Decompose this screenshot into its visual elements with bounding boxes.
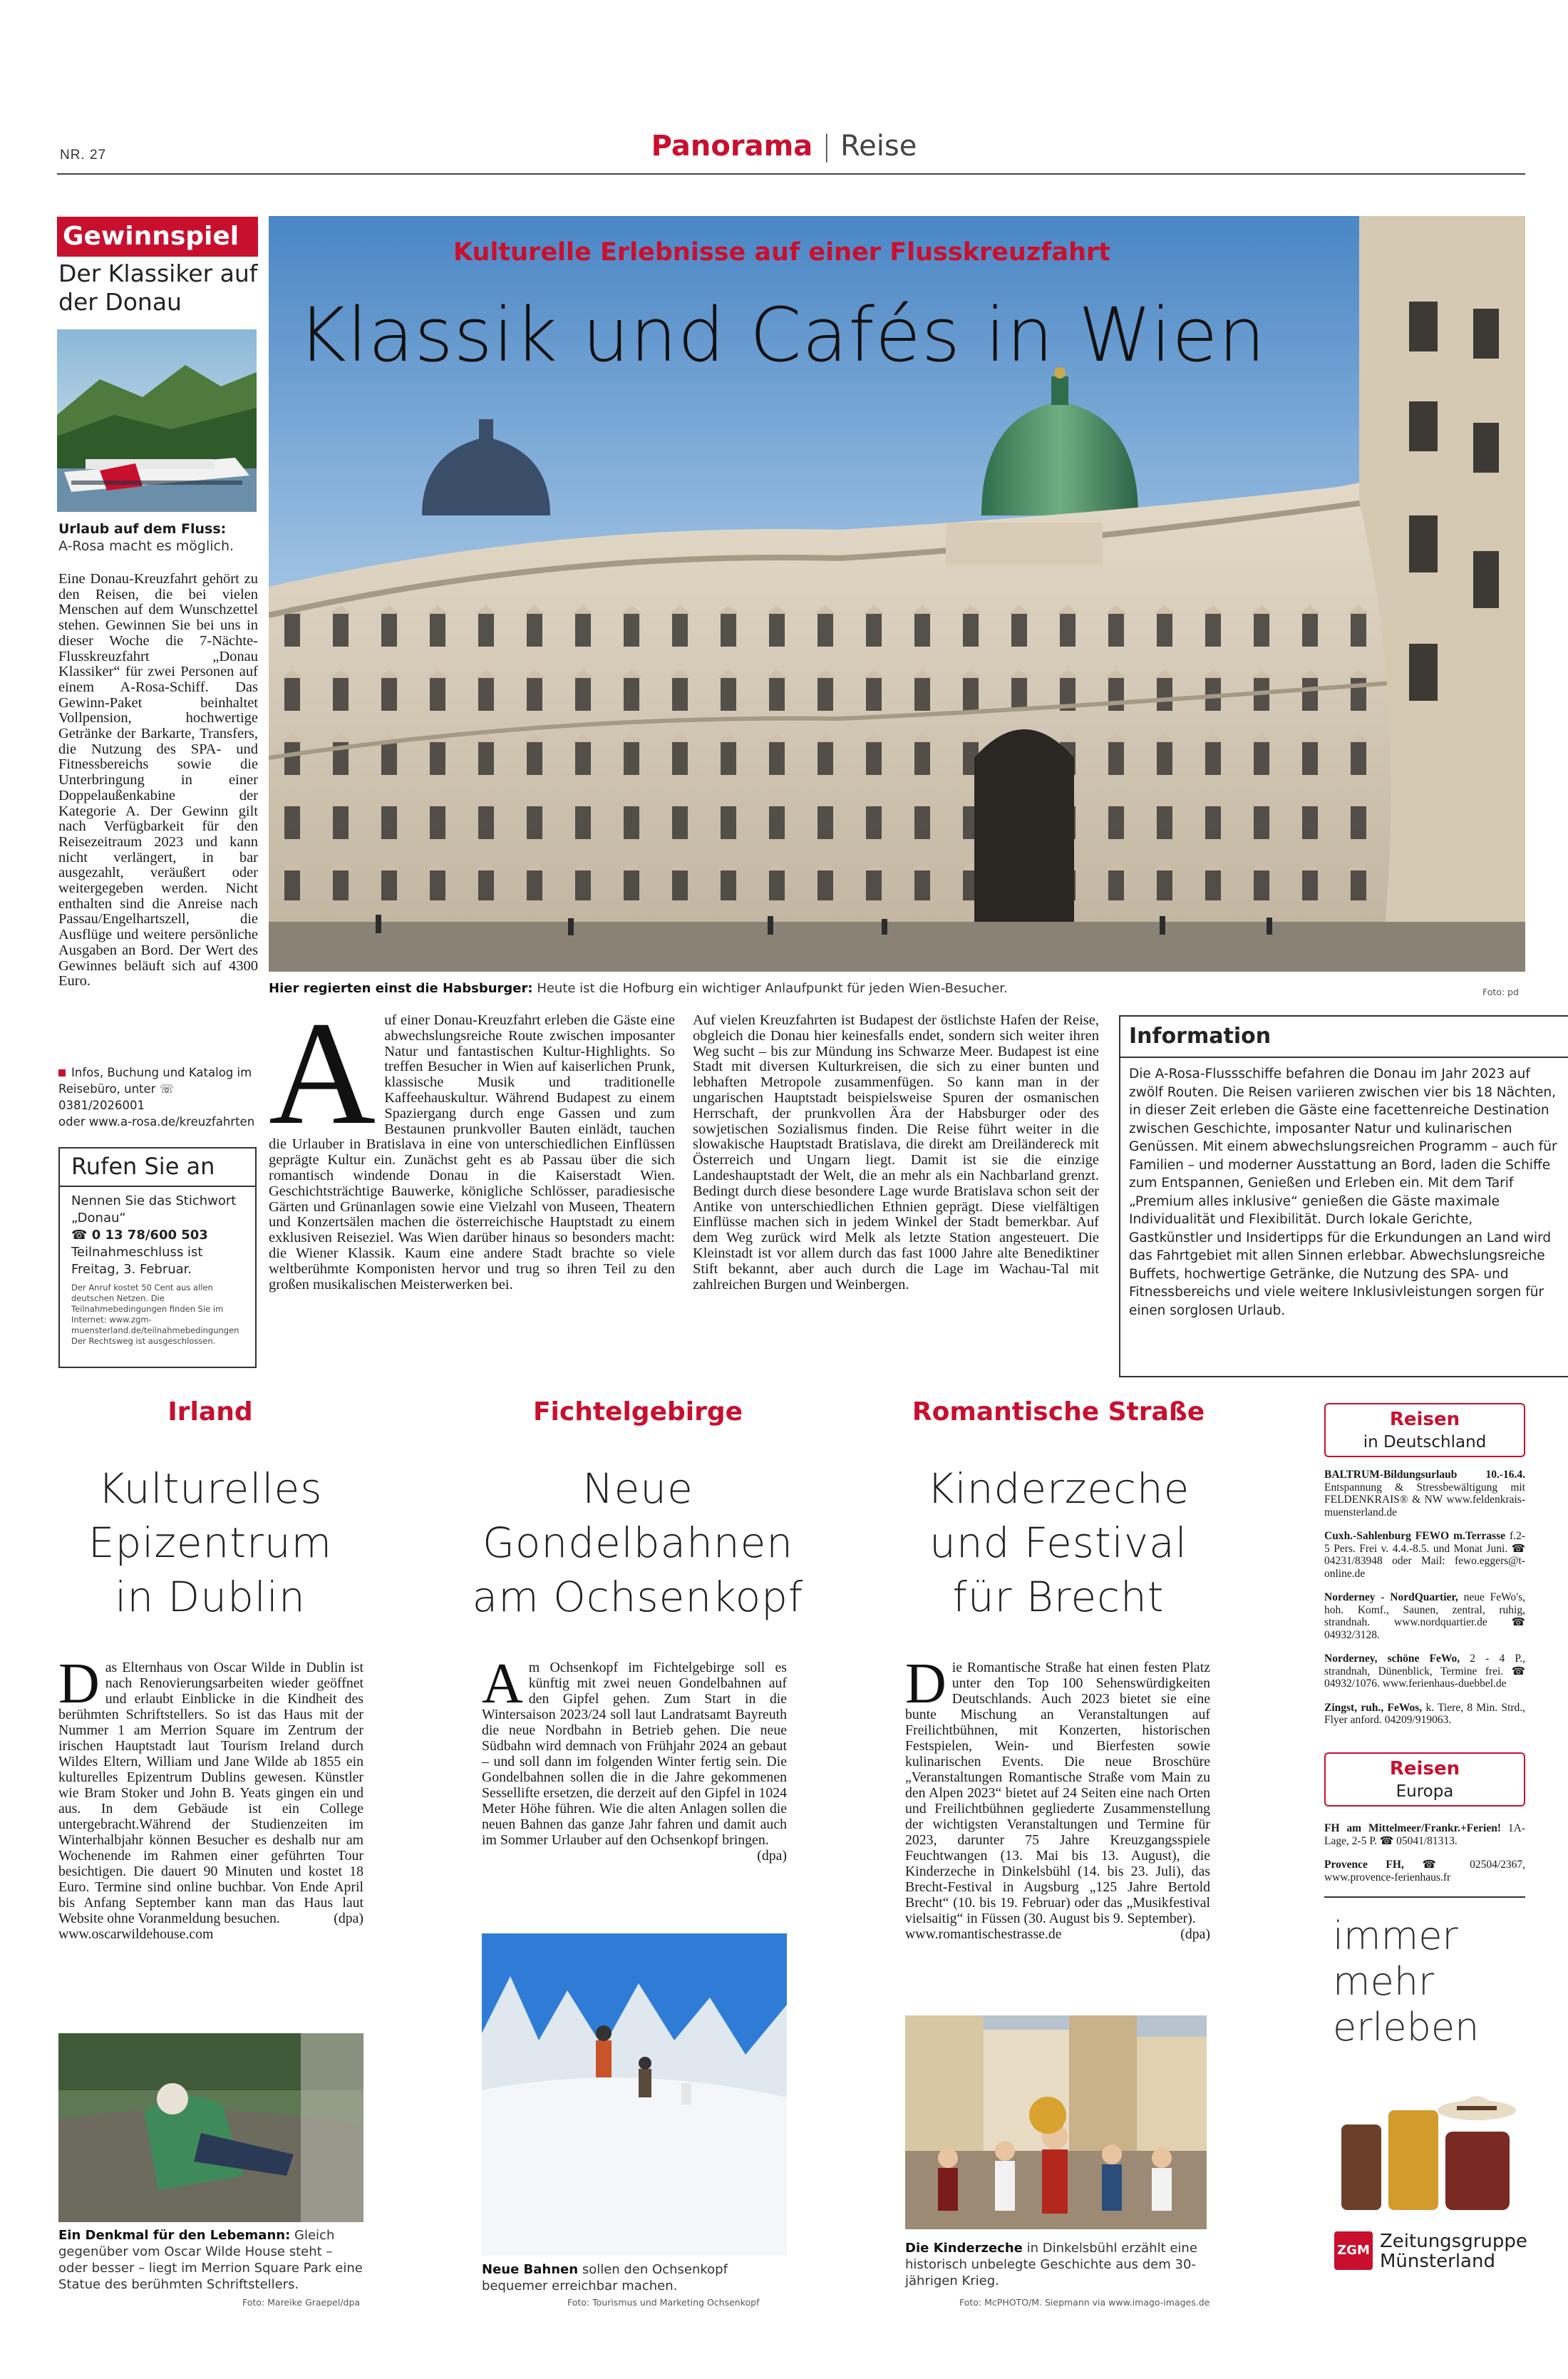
body-romantisch [905, 1653, 1210, 1942]
url-romantisch: www.romantischestrasse.de [905, 1926, 1062, 1942]
rubric-romantisch: Romantische Straße [912, 1397, 1205, 1427]
call-box [58, 1147, 257, 1368]
classified-ad: FH am Mittelmeer/Frankr.+Ferien! 1A-Lage, 2-5 P. ☎ 05041/81313. [1324, 1822, 1526, 1847]
contest-info-phone: 0381/2026001 [58, 1099, 145, 1112]
promo-line1: immer [1333, 1913, 1458, 1958]
call-content [71, 1193, 249, 1347]
contest-title: Der Klassiker auf der Donau [58, 260, 258, 316]
classified-ad: Zingst, ruh., FeWos, k. Tiere, 8 Min. Strd., Flyer anford. 04209/919063. [1324, 1701, 1525, 1726]
main-col2: Auf vielen Kreuzfahrten ist Budapest der östlichste Hafen der Reise, obgleich die Donau hier keinesfalls endet, sondern sich weiter ihren Weg sucht – bis zur Mündung ins Schwarze Meer. Budapest ist eine Stadt mit diversen Kulturkreisen, die sich zu einer bunten und lebhaften Metropole zusammenfügen. So kann man in der ungarischen Hauptstadt beispielsweise Spuren der osmanischen Herrschaft, der prunkvollen Ära der Habsburger oder des sowjetischen Sozialismus finden. Die Reise führt weiter in die slowakische Hauptstadt Bratislava, die direkt am Dreiländereck mit Österreich und Ungarn liegt. Damit ist sie die einzige Landeshauptstadt der Welt, die an mehr als ein Nachbarland grenzt. Bedingt durch diese besondere Lage wurde Bratislava schon seit der Antike von unterschiedlichen Ethnien geprägt. Diese vielfältigen Einflüsse machen sich in jedem Winkel der Stadt bemerkbar. Auf dem Weg zurück wird Melk als letzte Station angesteuert. Die Kleinstadt ist vor allem durch das fast 1000 Jahre alte Benediktiner Stift bekannt, aber auch durch die Lage im Wachau-Tal mit zahlreichen Burgen und Weinbergen. [693, 1012, 1099, 1293]
classified-ad: BALTRUM-Bildungsurlaub 10.-16.4. Entspannung & Stressbewältigung mit FELDENKRAIS® & NW www.feldenkrais-muensterland.de [1324, 1469, 1525, 1519]
contest-caption-bold: Urlaub auf dem Fluss: [58, 521, 227, 537]
classified-ad: Norderney, schöne FeWo, 2 - 4 P., strandnah, Dünenblick, Termine frei. ☎ 04932/1076. www.ferienhaus-duebbel.de [1324, 1653, 1525, 1690]
section-divider: | [821, 130, 841, 163]
suitcase-illustration [1334, 2082, 1520, 2224]
url-irland: www.oscarwildehouse.com [58, 1926, 214, 1942]
caption-fichtel [482, 2261, 787, 2294]
ski-illustration [482, 1933, 787, 2256]
call-title-rule [60, 1186, 255, 1187]
classified-list-germany [1324, 1469, 1525, 1738]
suitcase-icon [1334, 2082, 1520, 2224]
hero-caption-bold: Hier regierten einst die Habsburger: [269, 981, 533, 996]
body-fichtel [482, 1653, 787, 1864]
hero-title: Klassik und Cafés in Wien [297, 292, 1267, 379]
classified-germany-sub: in Deutschland [1363, 1433, 1487, 1451]
classified-germany-title: Reisen [1389, 1409, 1460, 1430]
classified-header-europe [1324, 1752, 1525, 1807]
hero-kicker: Kulturelle Erlebnisse auf einer Flusskreuzfahrt [453, 238, 1111, 267]
caption-fichtel-text: sollen den Ochsenkopf bequemer erreichbar machen. [482, 2262, 728, 2293]
call-text2: Teilnahmeschluss ist Freitag, 3. Februar. [71, 1245, 203, 1277]
photo-irland [58, 2033, 363, 2222]
classified-rule [1324, 1896, 1525, 1898]
rubric-fichtel: Fichtelgebirge [532, 1397, 743, 1427]
contest-info-line2: oder www.a-rosa.de/kreuzfahrten [58, 1115, 255, 1129]
phone-icon: ☎ [71, 1228, 92, 1243]
caption-romantisch-text: in Dinkelsbühl erzählt eine historisch unbelegte Geschichte aus dem 30-jährigen Krieg. [905, 2241, 1197, 2288]
main-col1-text: uf einer Donau-Kreuzfahrt erleben die Gäste eine abwechslungsreiche Route zwischen imposanter Natur und fantastischen Kultur-Highlights. So treffen Besucher in Wien auf kaiserlichen Prunk, klassische Musik und traditionelle Kaffeehauskultur. Während Budapest zu einem Spaziergang durch enge Gassen und zum Bestaunen prunkvoller Bauten einlädt, tauchen die Urlauber in Bratislava in eine von unterschiedlichen Einflüssen geprägte Kultur ein. Zunächst geht es ab Passau über die sich romantisch windende Donau in die Kaiserstadt Wien. Geschichtsträchtige Bauwerke, königliche Schlösser, paradiesische Gärten und Grünanlagen sowie eine Vielzahl von Museen, Theatern und Konzertsälen machen die österreichische Hauptstadt zu einem exklusiven Reiseziel. Was Wien darüber hinaus so besonders macht: die Wiener Klassik. Kaum eine andere Stadt brachte so viele weltberühmte Komponisten hervor und trug so ihren Teil zu den großen musikalischen Meisterwerken bei. [269, 1012, 675, 1293]
contest-body: Eine Donau-Kreuzfahrt gehört zu den Reisen, die bei vielen Menschen auf dem Wunschzettel stehen. Gewinnen Sie bei uns in dieser Woche die 7-Nächte-Flusskreuzfahrt „Donau Klassiker“ für zwei Personen auf einem A-Rosa-Schiff. Das Gewinn-Paket beinhaltet Vollpension, hochwertige Getränke der Barkarte, Transfers, die Nutzung des SPA- und Fitnessbereichs sowie die Unterbringung in einer Doppelaußenkabine der Kategorie A. Der Gewinn gilt nach Verfügbarkeit für den Reisezeitraum 2023 und kann nicht verlängert, in bar ausgezahlt, veräußert oder weitergegeben werden. Nicht enthalten sind die Anreise nach Passau/Engelhartszell, die Ausflüge und weitere persönliche Ausgaben an Bord. Der Wert des Gewinnes beläuft sich auf 4300 Euro. [58, 571, 258, 990]
dropcap-irland: D [58, 1653, 100, 1715]
classified-ad: Cuxh.-Sahlenburg FEWO m.Terrasse f.2-5 Pers. Frei v. 4.4.-8.5. und Monat Juni. ☎ 04231/83948 oder Mail: fewo.eggers@t-online.de [1324, 1530, 1525, 1580]
caption-irland-text: Gleich gegenüber vom Oscar Wilde House steht – oder besser – liegt im Merrion Square Park eine Statue des berühmten Schriftstellers. [58, 2228, 363, 2292]
call-number-row [71, 1227, 249, 1244]
zgm-logo [1334, 2231, 1373, 2270]
source-irland: (dpa) [334, 1911, 363, 1926]
classified-ad: Norderney - NordQuartier, neue FeWo's, hoh. Komf., Saunen, zentral, ruhig, strandnah. www.nordquartier.de ☎ 04932/3128. [1324, 1591, 1525, 1641]
credit-fichtel: Foto: Tourismus und Marketing Ochsenkopf [567, 2297, 760, 2308]
info-bullet [58, 1069, 66, 1077]
section-title: Panorama [651, 130, 813, 163]
call-title: Rufen Sie an [71, 1153, 215, 1180]
ship-photo [57, 329, 257, 512]
title-irland: Kulturelles Epizentrum in Dublin [88, 1464, 333, 1621]
text-irland: as Elternhaus von Oscar Wilde in Dublin ist nach Renovierungsarbeiten wieder geöffnet und erlaubt Einblicke in die Kindheit des berühmten Schriftstellers. So ist das Haus mit der Nummer 1 am Merrion Square im Zentrum der irischen Hauptstadt laut Tourism Ireland durch Wildes Eltern, William und Jane Wilde ab 1855 ein kulturelles Epizentrum Dublins gewesen. Künstler wie Bram Stoker und John B. Yeats gingen ein und aus. In dem Gebäude ist ein College untergebracht.Während der Studienzeiten im Winterhalbjahr können Besucher es deshalb nur am Wochenende im Rahmen einer geführten Tour besichtigen. Die dauert 90 Minuten und kostet 18 Euro. Termine sind online buchbar. Von Ende April bis Anfang September kann man das Haus laut Website ohne Voranmeldung besuchen. [58, 1660, 363, 1926]
photo-fichtel [482, 1933, 787, 2256]
hero-credit: Foto: pd [1482, 987, 1519, 997]
classified-ad: Provence FH, ☎ 02504/2367, www.provence-ferienhaus.fr [1324, 1859, 1525, 1884]
call-number: 0 13 78/600 503 [91, 1228, 208, 1243]
photo-romantisch [905, 2015, 1207, 2229]
caption-romantisch [905, 2240, 1210, 2289]
zgm-name2: Münsterland [1380, 2251, 1495, 2272]
classified-europe-title: Reisen [1389, 1758, 1460, 1779]
ship-illustration [57, 329, 257, 512]
text-romantisch: ie Romantische Straße hat einen festen Platz unter den Top 100 Sehenswürdigkeiten Deutschlands. Auch 2023 bietet sie eine bunte Mischung an Veranstaltungen auf Freilichtbühnen, mit Konzerten, historischen Festspielen, Wein- und Bierfesten sowie kulinarischen Events. Die neue Broschüre „Veranstaltungen Romantische Straße vom Main zu den Alpen 2023“ bietet auf 24 Seiten eine nach Orten und Freilichtbühnen gegliederte Zusammenstellung der wichtigsten Veranstaltungen und Termine für 2023, darunter 75 Jahre Kreuzgangsspiele Feuchtwangen (13. Mai bis 13. August), die Kinderzeche in Dinkelsbühl (14. bis 23. Juli), das Brecht-Festival in Augsburg „125 Jahre Bertold Brecht“ (10. bis 19. Februar) oder das „Musikfestival vielsaitig“ in Füssen (30. August bis 9. September). [905, 1660, 1210, 1926]
promo-slogan [1333, 1913, 1518, 2050]
source-romantisch: (dpa) [1180, 1926, 1210, 1942]
caption-fichtel-bold: Neue Bahnen [482, 2262, 579, 2277]
call-text1: Nennen Sie das Stichwort „Donau“ [71, 1193, 237, 1226]
hero-caption-text: Heute ist die Hofburg ein wichtiger Anlaufpunkt für jeden Wien-Besucher. [537, 981, 1008, 996]
classified-list-europe [1324, 1822, 1525, 1895]
body-irland [58, 1653, 363, 1942]
kinderzeche-illustration [905, 2015, 1207, 2229]
contest-caption-text: A-Rosa macht es möglich. [58, 538, 234, 554]
main-dropcap: A [269, 991, 376, 1155]
promo-line3: erleben [1333, 2005, 1480, 2050]
classified-header-germany [1324, 1403, 1525, 1457]
title-romantisch: Kinderzeche und Festival für Brecht [927, 1464, 1190, 1621]
info-text: Die A-Rosa-Flussschiffe befahren die Donau im Jahr 2023 auf zwölf Routen. Die Reisen variieren zwischen vier bis 18 Nächten, in dieser Zeit erleben die Gäste eine facettenreiche Destination zwischen Geschichte, imposanter Natur und kulinarischen Genüssen. Mit einem abwechslungsreichen Programm – auch für Familien – und moderner Ausstattung an Bord, laden die Schiffe zum Entspannen, Genießen und Erleben ein. Mit dem Tarif „Premium alles inklusive“ genießen die Gäste maximale Individualität und Flexibilität. Durch lokale Gerichte, Gastkünstler und Insidertipps für die Erkundungen an Land wird das Fahrtgebiet mit allen Sinnen erlebbar. Abwechslungsreiche Buffets, hochwertige Getränke, die Nutzung des SPA- und Fitnessbereichs und viele weitere Inklusivleistungen sorgen für einen sorglosen Urlaub. [1129, 1067, 1557, 1318]
call-fine: Der Anruf kostet 50 Cent aus allen deutschen Netzen. Die Teilnahmebedingungen finden Sie im Internet: www.zgm-muensterland.de/teilnahmebedingungen Der Rechtsweg ist ausgeschlossen. [71, 1283, 239, 1346]
caption-irland-bold: Ein Denkmal für den Lebemann: [58, 2228, 291, 2243]
zgm-name [1380, 2231, 1527, 2271]
credit-romantisch: Foto: McPHOTO/M. Siepmann via www.imago-images.de [959, 2297, 1210, 2308]
main-col1 [269, 991, 675, 1293]
caption-irland [58, 2227, 363, 2293]
hero-caption [269, 981, 1409, 997]
wilde-statue-illustration [58, 2033, 363, 2222]
phone-icon: ☏ [159, 1082, 175, 1096]
page-number: NR. 27 [60, 148, 107, 163]
dropcap-romantisch: D [905, 1653, 947, 1715]
rubric-irland: Irland [167, 1397, 253, 1427]
title-fichtel: Neue Gondelbahnen am Ochsenkopf [472, 1464, 804, 1621]
zgm-name1: Zeitungsgruppe [1380, 2231, 1527, 2252]
classified-europe-sub: Europa [1396, 1782, 1454, 1801]
header-rule [57, 173, 1525, 175]
promo-line2: mehr [1333, 1959, 1435, 2004]
contest-badge: Gewinnspiel [57, 217, 258, 257]
contest-info [58, 1064, 258, 1130]
section-header [0, 130, 1568, 163]
zgm-logo-text: ZGM [1337, 2243, 1370, 2258]
section-subtitle: Reise [840, 130, 917, 163]
caption-romantisch-bold: Die Kinderzeche [905, 2241, 1023, 2256]
credit-irland: Foto: Mareike Graepel/dpa [242, 2297, 361, 2308]
contest-info-line1: Infos, Buchung und Katalog im Reisebüro, unter [58, 1066, 252, 1096]
info-title: Information [1129, 1024, 1272, 1049]
info-title-rule [1119, 1057, 1568, 1058]
dropcap-fichtel: A [482, 1653, 523, 1715]
contest-caption [58, 520, 259, 555]
text-fichtel: m Ochsenkopf im Fichtelgebirge soll es künftig mit zwei neuen Gondelbahnen auf den Gipfel gehen. Zum Start in die Wintersaison 2023/24 soll laut Landratsamt Bayreuth die neue Nordbahn in Betrieb gehen. Die neue Südbahn wird demnach von Frühjahr 2024 an gebaut – und soll dann im folgenden Winter fertig sein. Die Gondelbahnen sollen die in die Jahre gekommenen Sessellifte ersetzen, die derzeit auf den Gipfel in 1024 Meter Höhe führen. Wie die alten Anlagen sollen die neuen Bahnen das ganze Jahr fahren und damit auch im Sommer Urlauber auf den Ochsenkopf bringen. [482, 1660, 787, 1848]
source-fichtel: (dpa) [757, 1848, 787, 1864]
